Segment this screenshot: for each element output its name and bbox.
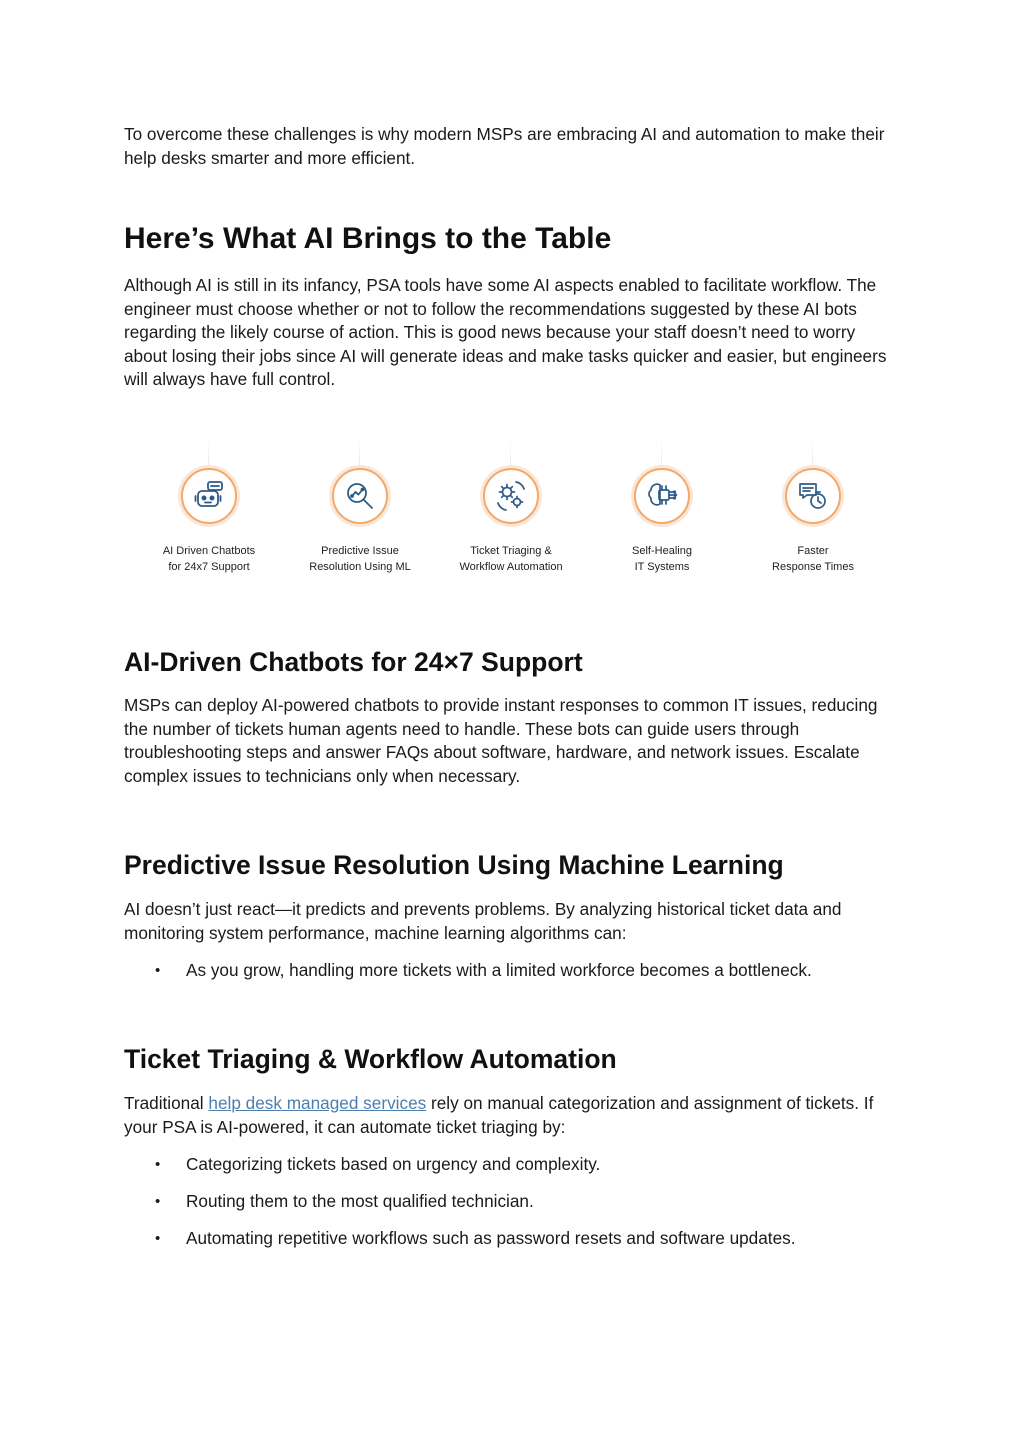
feature-icon-ring	[785, 468, 841, 524]
ai-section-heading: Here’s What AI Brings to the Table	[124, 222, 612, 255]
help-desk-managed-services-link[interactable]: help desk managed services	[208, 1093, 427, 1113]
list-item: • Routing them to the most qualified technician.	[155, 1191, 534, 1211]
predictive-paragraph: AI doesn’t just react—it predicts and prevents problems. By analyzing historical ticket data and monitoring system performance, machine learning algorithms can:	[124, 899, 842, 943]
feature-faster-response	[738, 438, 888, 588]
predictive-bullet-list	[124, 959, 904, 996]
chat-timer-icon	[796, 479, 830, 513]
feature-ai-chatbots	[134, 438, 284, 588]
divider	[359, 438, 360, 468]
list-item: • Automating repetitive workflows such as password resets and software updates.	[155, 1228, 796, 1248]
ai-section-paragraph: Although AI is still in its infancy, PSA tools have some AI aspects enabled to facilitate workflow. The engineer must choose whether or not to follow the recommendations suggested by these AI bots regarding the likely course of action. This is good news because your staff doesn’t need to worry about losing their jobs since AI will generate ideas and make tasks quicker and easier, but engineers will always have full control.	[124, 275, 887, 389]
divider	[208, 438, 209, 468]
feature-label: Self-Healing IT Systems	[632, 545, 692, 573]
features-infographic	[134, 438, 888, 588]
chatbots-paragraph: MSPs can deploy AI-powered chatbots to provide instant responses to common IT issues, reducing the number of tickets human agents need to handle. These bots can guide users through troubleshooting steps and answer FAQs about software, hardware, and network issues. Escalate complex issues to technicians only when necessary.	[124, 695, 878, 786]
feature-icon-ring	[483, 468, 539, 524]
divider	[661, 438, 662, 468]
feature-label: AI Driven Chatbots for 24x7 Support	[162, 545, 256, 573]
feature-icon-ring	[181, 468, 237, 524]
triage-heading: Ticket Triaging & Workflow Automation	[124, 1044, 617, 1074]
chatbot-icon	[192, 479, 226, 513]
feature-label: Faster Response Times	[772, 545, 854, 573]
feature-ticket-triaging	[436, 438, 586, 588]
divider	[510, 438, 511, 468]
brain-chip-icon	[645, 479, 679, 513]
list-item: • Categorizing tickets based on urgency and complexity.	[155, 1154, 601, 1174]
feature-predictive-resolution	[285, 438, 435, 588]
list-item: • As you grow, handling more tickets with a limited workforce becomes a bottleneck.	[155, 960, 812, 980]
feature-icon-ring	[332, 468, 388, 524]
chatbots-heading: AI-Driven Chatbots for 24×7 Support	[124, 647, 583, 677]
triage-paragraph: Traditional help desk managed services rely on manual categorization and assignment of tickets. If your PSA is AI-powered, it can automate ticket triaging by:	[124, 1093, 874, 1137]
gears-cycle-icon	[494, 479, 528, 513]
feature-label: Predictive Issue Resolution Using ML	[309, 545, 411, 573]
feature-label: Ticket Triaging & Workflow Automation	[459, 545, 563, 573]
feature-icon-ring	[634, 468, 690, 524]
magnifier-analytics-icon	[343, 479, 377, 513]
predictive-heading: Predictive Issue Resolution Using Machine Learning	[124, 850, 784, 880]
divider	[812, 438, 813, 468]
triage-bullet-list	[124, 1153, 904, 1264]
feature-self-healing	[587, 438, 737, 588]
intro-paragraph: To overcome these challenges is why modern MSPs are embracing AI and automation to make their help desks smarter and more efficient.	[124, 124, 885, 168]
